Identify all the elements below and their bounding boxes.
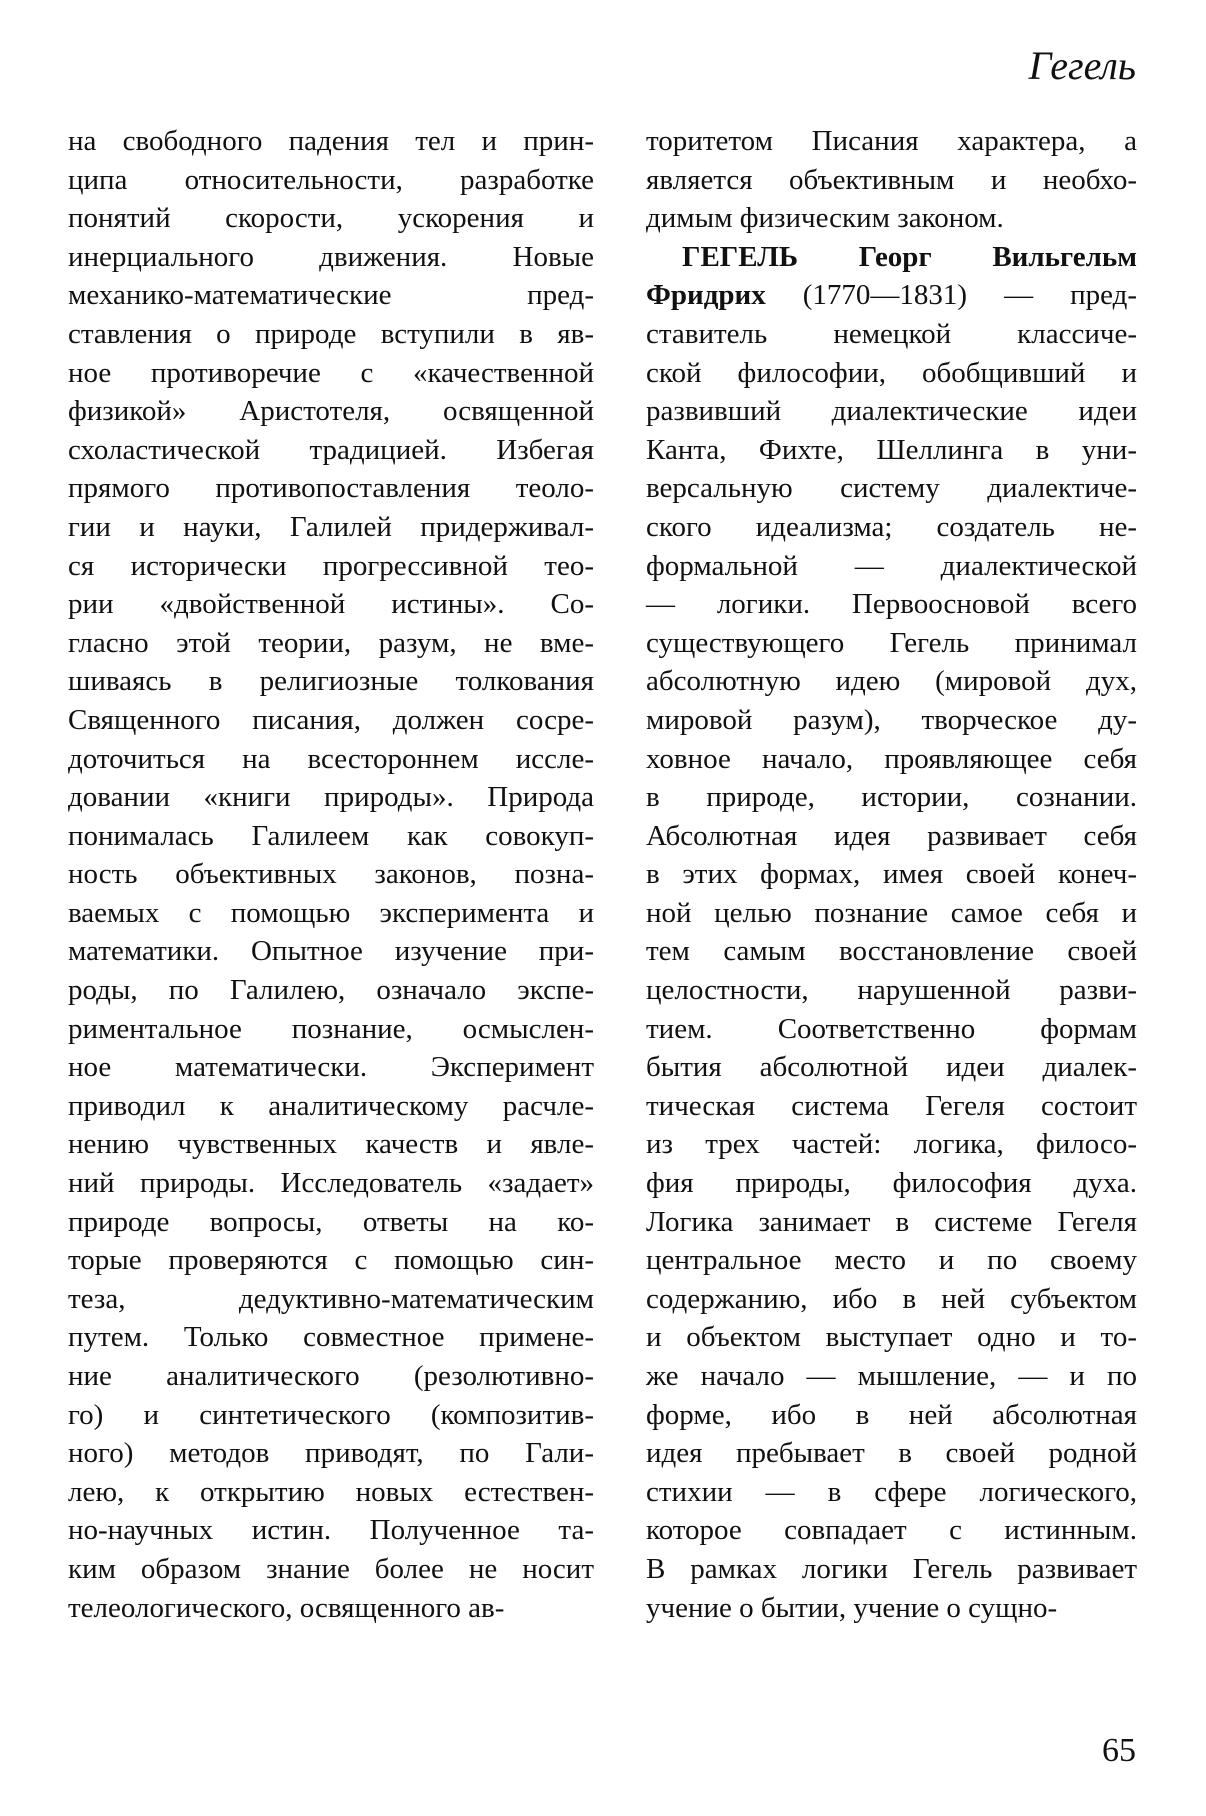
text-line: схоластической традицией. Избегая <box>68 433 594 466</box>
text-line: фия природы, философия духа. <box>646 1167 1137 1200</box>
text-line: ного) методов приводят, по Гали- <box>68 1437 594 1470</box>
text-line: доточиться на всестороннем иссле- <box>68 742 594 775</box>
text-line: ное математически. Эксперимент <box>68 1051 594 1084</box>
text-line: в природе, истории, сознании. <box>646 781 1137 814</box>
text-line: димым физическим законом. <box>646 202 1004 235</box>
text-line: на свободного падения тел и прин- <box>68 125 594 157</box>
text-line: развивший диалектические идеи <box>646 395 1137 428</box>
text-line: риментальное познание, осмыслен- <box>68 1012 594 1045</box>
text-line: ской философии, обобщивший и <box>646 356 1137 389</box>
text-line: физикой» Аристотеля, освященной <box>68 395 594 428</box>
text-line: ний природы. Исследователь «задает» <box>68 1167 594 1200</box>
text-line: го) и синтетического (композитив- <box>68 1398 594 1431</box>
text-line: ставления о природе вступили в яв- <box>68 317 594 350</box>
text-line: из трех частей: логика, филосо- <box>646 1128 1137 1161</box>
text-line: путем. Только совместное примене- <box>68 1321 594 1354</box>
text-line: учение о бытии, учение о сущно- <box>646 1591 1058 1624</box>
text-line: роды, по Галилею, означало экспе- <box>68 974 594 1007</box>
text-line: торые проверяются с помощью син- <box>68 1244 594 1277</box>
text-line: инерциального движения. Новые <box>68 240 594 273</box>
running-header: Гегель <box>1028 43 1136 88</box>
text-line: шиваясь в религиозные толкования <box>68 665 594 698</box>
text-line: понятий скорости, ускорения и <box>68 202 594 235</box>
text-line: рии «двойственной истины». Со- <box>68 588 594 621</box>
entry-headword-line <box>646 238 1137 277</box>
text-line: нению чувственных качеств и явле- <box>68 1128 594 1161</box>
text-line: телеологического, освященного ав- <box>68 1591 505 1624</box>
text-line: же начало — мышление, — и по <box>646 1360 1137 1392</box>
text-line: абсолютную идею (мировой дух, <box>646 665 1137 698</box>
text-line: формальной — диалектической <box>646 549 1137 582</box>
text-line: стихии — в сфере логического, <box>646 1475 1137 1508</box>
text-line: механико-математические пред- <box>68 279 594 312</box>
text-line: но-научных истин. Полученное та- <box>68 1514 594 1547</box>
text-line: ваемых с помощью эксперимента и <box>68 896 594 929</box>
text-line: целостности, нарушенной разви- <box>646 974 1137 1007</box>
text-line: бытия абсолютной идеи диалек- <box>646 1051 1137 1084</box>
text-line: Логика занимает в системе Гегеля <box>646 1205 1137 1238</box>
left-column <box>68 122 594 1627</box>
text-line: лею, к открытию новых естествен- <box>68 1475 594 1508</box>
text-line: является объективным и необхо- <box>646 163 1137 196</box>
text-line: математики. Опытное изучение при- <box>68 935 594 968</box>
text-line: форме, ибо в ней абсолютная <box>646 1398 1137 1431</box>
page-number: 65 <box>1102 1732 1136 1769</box>
text-line: содержанию, ибо в ней субъектом <box>646 1282 1137 1315</box>
text-line: в этих формах, имея своей конеч- <box>646 858 1137 891</box>
text-line: Канта, Фихте, Шеллинга в уни- <box>646 433 1137 466</box>
text-line: ное противоречие с «качественной <box>68 356 594 389</box>
text-line: довании «книги природы». Природа <box>68 781 594 814</box>
entry-headword-line-2 <box>646 276 1137 315</box>
text-line: прямого противопоставления теоло- <box>68 472 594 505</box>
text-line: ние аналитического (резолютивно- <box>68 1360 594 1392</box>
text-line: центральное место и по своему <box>646 1244 1137 1277</box>
text-line: гии и науки, Галилей придерживал- <box>68 510 594 543</box>
text-line: Абсолютная идея развивает себя <box>646 819 1137 852</box>
text-line: ского идеализма; создатель не- <box>646 510 1137 543</box>
text-line: версальную систему диалектиче- <box>646 472 1137 505</box>
text-line: ся исторически прогрессивной тео- <box>68 549 594 582</box>
entry-headword-given-name: Фридрих <box>646 279 766 312</box>
text-line: В рамках логики Гегель развивает <box>646 1552 1137 1585</box>
text-line: ципа относительности, разработке <box>68 163 594 196</box>
text-line: которое совпадает с истинным. <box>646 1514 1137 1547</box>
text-line: ность объективных законов, позна- <box>68 858 594 891</box>
text-line: тическая система Гегеля состоит <box>646 1089 1137 1122</box>
text-line: и объектом выступает одно и то- <box>646 1321 1137 1354</box>
text-line: идея пребывает в своей родной <box>646 1437 1137 1470</box>
right-column <box>646 122 1137 1627</box>
text-line: понималась Галилеем как совокуп- <box>68 819 594 852</box>
text-line: гласно этой теории, разум, не вме- <box>68 626 594 659</box>
entry-headword: ГЕГЕЛЬ Георг Вильгельм <box>682 240 1137 273</box>
text-line: мировой разум), творческое ду- <box>646 703 1137 736</box>
text-line: Священного писания, должен сосре- <box>68 703 594 736</box>
text-line: — логики. Первоосновой всего <box>646 588 1137 621</box>
text-line: тием. Соответственно формам <box>646 1012 1137 1045</box>
text-line: ставитель немецкой классиче- <box>646 317 1137 350</box>
text-line: ной целью познание самое себя и <box>646 896 1137 929</box>
text-line: теза, дедуктивно-математическим <box>68 1282 594 1315</box>
text-line: существующего Гегель принимал <box>646 626 1137 659</box>
text-line: приводил к аналитическому расчле- <box>68 1089 594 1122</box>
text-line: торитетом Писания характера, а <box>646 125 1137 157</box>
text-line: тем самым восстановление своей <box>646 935 1137 968</box>
text-line: природе вопросы, ответы на ко- <box>68 1205 594 1238</box>
text-line: ховное начало, проявляющее себя <box>646 742 1137 775</box>
text-line: ким образом знание более не носит <box>68 1552 594 1585</box>
entry-dates: (1770—1831) — пред- <box>765 279 1137 312</box>
